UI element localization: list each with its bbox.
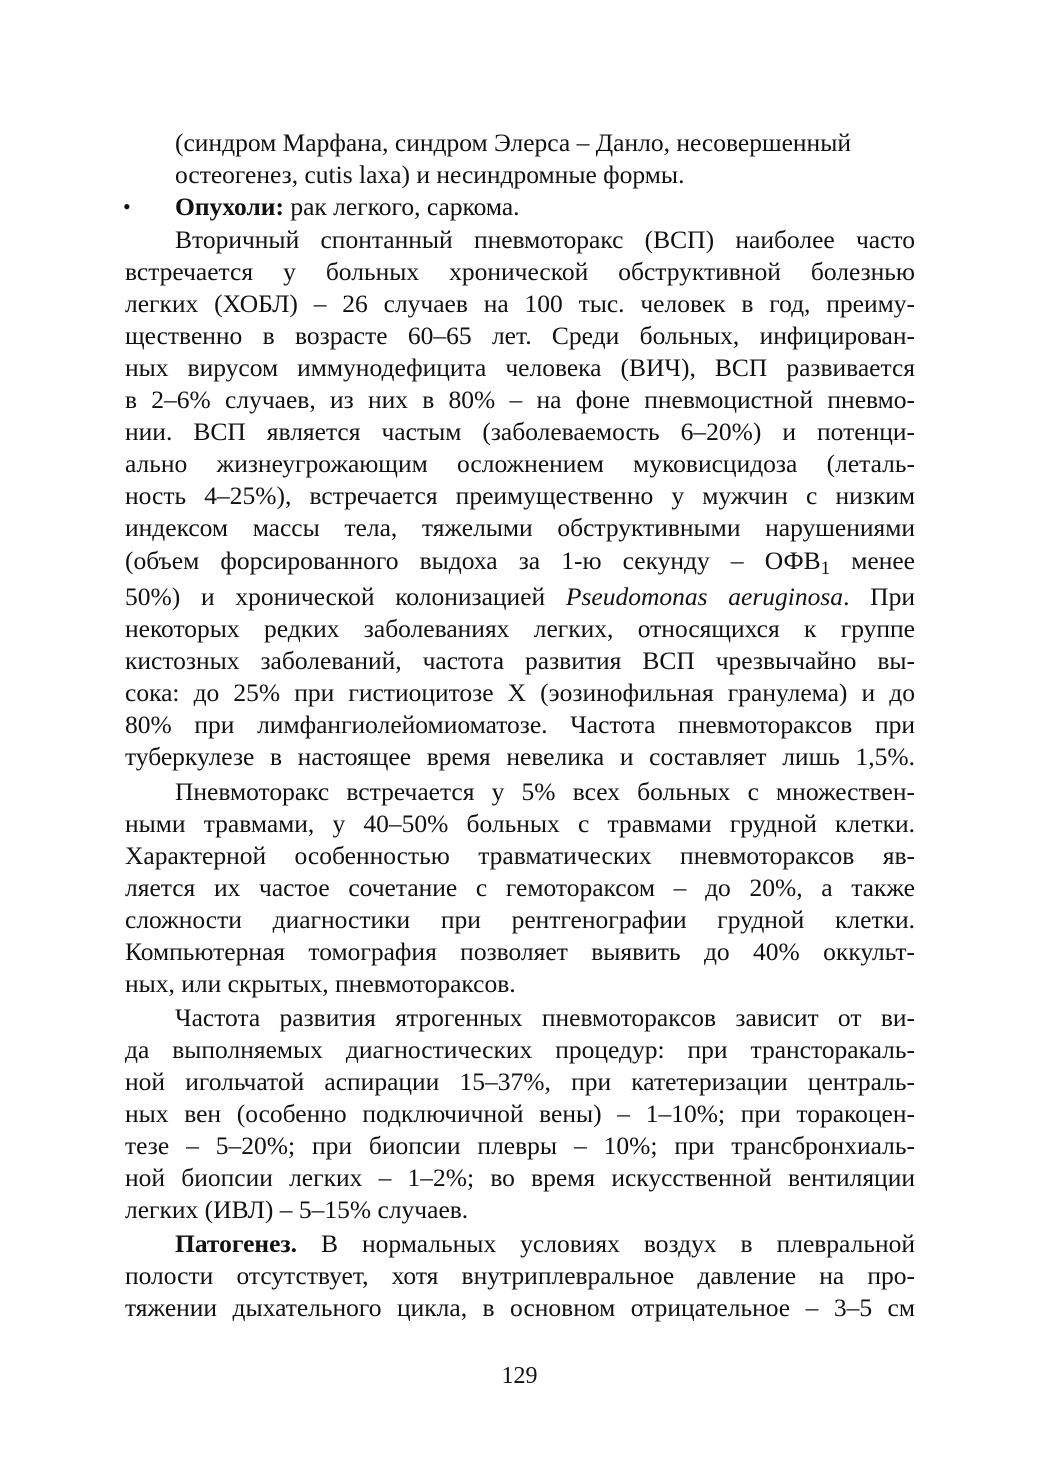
text-line: тезе – 5–20%; при биопсии плевры – 10%; при трансбронхиаль- xyxy=(125,1131,915,1160)
text-line: ной игольчатой аспирации 15–37%, при катетеризации централь- xyxy=(125,1067,915,1096)
paragraph-first-line: Пневмоторакс встречается у 5% всех больных с множествен- xyxy=(175,777,915,806)
text-line: некоторых редких заболеваниях легких, относящихся к группе xyxy=(125,614,915,643)
text-line: остеогенез, cutis laxa) и несиндромные формы. xyxy=(175,160,685,189)
text-line: кистозных заболеваний, частота развития ВСП чрезвычайно вы- xyxy=(125,646,915,675)
text-line: 80% при лимфангиолейомиоматозе. Частота пневмотораксов при xyxy=(125,710,915,739)
text-line: ляется их частое сочетание с гемотораксом – до 20%, а также xyxy=(125,873,915,902)
text-line: ально жизнеугрожающим осложнением муковисцидоза (леталь- xyxy=(125,449,915,478)
text-line: ными травмами, у 40–50% больных с травмами грудной клетки. xyxy=(125,809,915,838)
text-line: (синдром Марфана, синдром Элерса – Данло, несовершенный xyxy=(175,128,851,157)
text-line: щественно в возрасте 60–65 лет. Среди больных, инфицирован- xyxy=(125,321,915,350)
text-line: да выполняемых диагностических процедур: при трансторакаль- xyxy=(125,1035,915,1064)
page-number: 129 xyxy=(501,1363,538,1389)
text-line: Характерной особенностью травматических пневмотораксов яв- xyxy=(125,841,915,870)
text-line: в 2–6% случаев, из них в 80% – на фоне пневмоцистной пневмо- xyxy=(125,385,915,414)
text-line: нии. ВСП является частым (заболеваемость 6–20%) и потенци- xyxy=(125,417,915,446)
text-line: ных, или скрытых, пневмотораксов. xyxy=(125,969,516,998)
paragraph-first-line: Частота развития ятрогенных пневмотораксов зависит от ви- xyxy=(175,1003,915,1032)
text-line: ной биопсии легких – 1–2%; во время искусственной вентиляции xyxy=(125,1163,915,1192)
species-name: Pseudomonas aeruginosa xyxy=(565,582,844,611)
text-line: Компьютерная томография позволяет выявить до 40% оккульт- xyxy=(125,937,915,966)
text-line: легких (ИВЛ) – 5–15% случаев. xyxy=(125,1195,469,1224)
text-line: легких (ХОБЛ) – 26 случаев на 100 тыс. человек в год, преиму- xyxy=(125,289,915,318)
text-line: 50%) и хронической колонизацией Pseudomonas aeruginosa. При xyxy=(125,582,915,611)
text-line: полости отсутствует, хотя внутриплевральное давление на про- xyxy=(125,1261,915,1290)
paragraph-first-line: Вторичный спонтанный пневмоторакс (ВСП) наиболее часто xyxy=(175,225,915,254)
text-line: ных вен (особенно подключичной вены) – 1–10%; при торакоцен- xyxy=(125,1099,915,1128)
text-line: встречается у больных хронической обструктивной болезнью xyxy=(125,257,915,286)
text-line: сложности диагностики при рентгенографии грудной клетки. xyxy=(125,905,915,934)
text-line: тяжении дыхательного цикла, в основном отрицательное – 3–5 см xyxy=(125,1293,915,1322)
text-line: ных вирусом иммунодефицита человека (ВИЧ), ВСП развивается xyxy=(125,353,915,382)
subscript: 1 xyxy=(820,558,831,579)
text-line: сока: до 25% при гистиоцитозе Х (эозинофильная гранулема) и до xyxy=(125,678,915,707)
text-line: Опухоли: рак легкого, саркома. xyxy=(175,192,520,221)
bullet-marker: • xyxy=(123,194,131,219)
paragraph-first-line: Патогенез. В нормальных условиях воздух в плевральной xyxy=(175,1229,915,1258)
section-heading: Патогенез. xyxy=(175,1229,298,1258)
text-line: (объем форсированного выдоха за 1-ю секунду – ОФВ1 менее xyxy=(125,546,915,579)
text-line: туберкулезе в настоящее время невелика и составляет лишь 1,5%. xyxy=(125,742,915,771)
text-line: ность 4–25%), встречается преимущественно у мужчин с низким xyxy=(125,481,915,510)
text-line: индексом массы тела, тяжелыми обструктивными нарушениями xyxy=(125,513,915,542)
bold-term: Опухоли: xyxy=(175,192,284,221)
